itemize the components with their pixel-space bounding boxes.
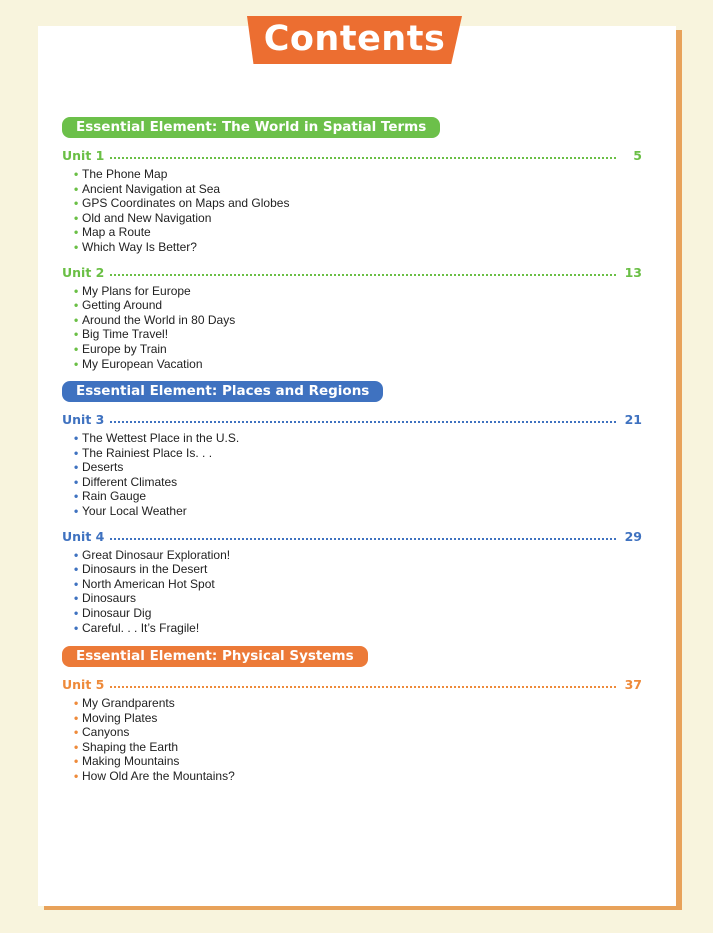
lesson-item: • How Old Are the Mountains?	[74, 768, 235, 783]
lesson-item: • Dinosaur Dig	[74, 605, 152, 620]
lesson-item: • Map a Route	[74, 225, 151, 240]
page-number: 21	[624, 412, 642, 427]
lesson-item: • Which Way Is Better?	[74, 239, 197, 254]
unit-1-lessons	[62, 167, 642, 255]
lesson-item: • Deserts	[74, 460, 124, 475]
section-physical-systems	[62, 646, 642, 784]
section-places-regions	[62, 381, 642, 635]
unit-5-lessons	[62, 696, 642, 784]
page-number: 29	[624, 528, 642, 544]
lesson-item: • Careful. . . It’s Fragile!	[74, 620, 200, 635]
lesson-item: • Around the World in 80 Days	[74, 312, 236, 327]
lesson-item: • Great Dinosaur Exploration!	[74, 547, 231, 562]
section-header: Essential Element: Places and Regions	[62, 381, 383, 402]
unit-3-lessons	[62, 431, 642, 519]
lesson-item: • Different Climates	[74, 474, 178, 489]
lesson-item: • Moving Plates	[74, 710, 158, 725]
unit-label: Unit 3	[62, 412, 105, 427]
lesson-item: • North American Hot Spot	[74, 576, 215, 591]
lesson-item: • Rain Gauge	[74, 489, 147, 504]
lesson-item: • Dinosaurs in the Desert	[74, 562, 208, 577]
dot-leader	[110, 157, 616, 159]
unit-5-row[interactable]	[62, 676, 642, 692]
lesson-item: • Getting Around	[74, 298, 163, 313]
dot-leader	[110, 421, 616, 423]
unit-2-row[interactable]	[62, 264, 642, 280]
unit-3-row[interactable]	[62, 411, 642, 427]
lesson-item: • Big Time Travel!	[74, 327, 169, 342]
lesson-item: • Shaping the Earth	[74, 739, 179, 754]
unit-label: Unit 5	[62, 677, 105, 692]
lesson-item: • The Rainiest Place Is. . .	[74, 445, 213, 460]
unit-label: Unit 4	[62, 528, 105, 544]
lesson-item: • Canyons	[74, 725, 130, 740]
unit-4-row[interactable]	[62, 528, 642, 544]
dot-leader	[110, 538, 616, 540]
lesson-item: • Making Mountains	[74, 754, 180, 769]
dot-leader	[110, 274, 616, 276]
lesson-item: • The Wettest Place in the U.S.	[74, 431, 240, 445]
unit-4-lessons	[62, 548, 642, 636]
page-number: 5	[633, 148, 642, 163]
lesson-item: • The Phone Map	[74, 167, 168, 181]
unit-1-row[interactable]	[62, 147, 642, 163]
lesson-item: • Old and New Navigation	[74, 210, 212, 225]
page-number: 37	[624, 677, 642, 692]
unit-label: Unit 2	[62, 264, 105, 280]
unit-2-lessons	[62, 284, 642, 372]
lesson-item: • Dinosaurs	[74, 591, 137, 606]
lesson-item: • My European Vacation	[74, 356, 203, 371]
lesson-item: • GPS Coordinates on Maps and Globes	[74, 196, 290, 211]
section-header: Essential Element: Physical Systems	[62, 646, 368, 667]
lesson-item: • My Plans for Europe	[74, 283, 191, 298]
lesson-item: • Your Local Weather	[74, 503, 187, 518]
dot-leader	[110, 686, 616, 688]
lesson-item: • Europe by Train	[74, 341, 167, 356]
section-spatial-terms	[62, 117, 642, 371]
unit-label: Unit 1	[62, 148, 105, 163]
page-title: Contents	[263, 19, 446, 59]
page-number: 13	[624, 264, 642, 280]
lesson-item: • Ancient Navigation at Sea	[74, 181, 221, 196]
lesson-item: • My Grandparents	[74, 696, 175, 710]
section-header: Essential Element: The World in Spatial Terms	[62, 117, 440, 138]
